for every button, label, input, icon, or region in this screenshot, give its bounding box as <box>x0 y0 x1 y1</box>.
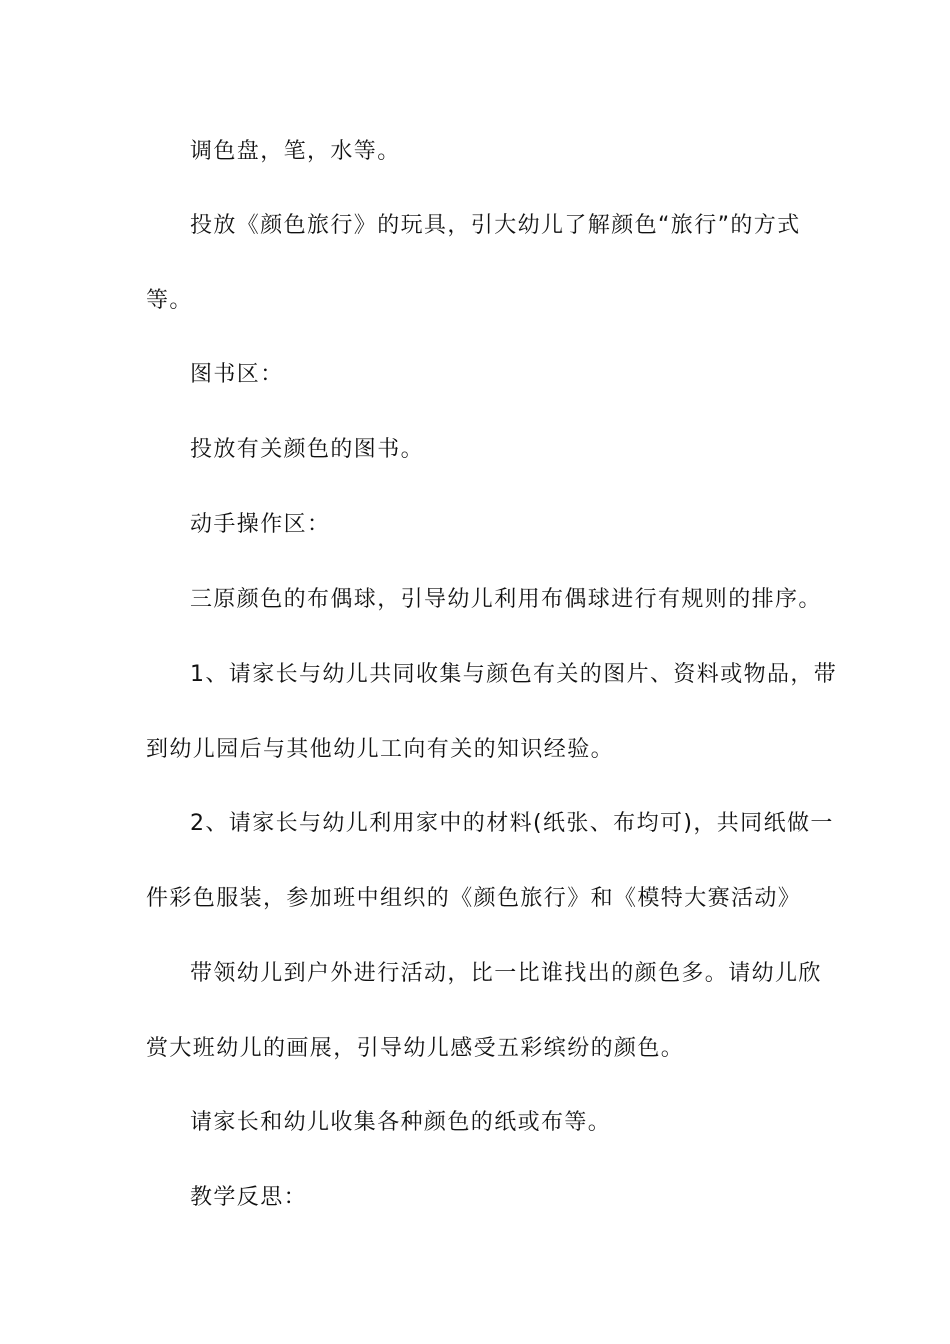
paragraph-materials: 调色盘，笔，水等。 <box>190 139 401 164</box>
paragraph-collect: 请家长和幼儿收集各种颜色的纸或布等。 <box>190 1110 612 1135</box>
heading-teaching-reflection: 教学反思： <box>190 1185 308 1210</box>
paragraph-puppet-balls: 三原颜色的布偶球，引导幼儿利用布偶球进行有规则的排序。 <box>190 587 822 612</box>
paragraph-toy-line-2: 等。 <box>146 288 193 313</box>
paragraph-outdoor-line-1: 带领幼儿到户外进行活动，比一比谁找出的颜色多。请幼儿欣 <box>190 961 822 986</box>
list-item-2-line-2: 件彩色服装，参加班中组织的《颜色旅行》和《模特大赛活动》 <box>146 886 802 911</box>
heading-book-area: 图书区： <box>190 362 284 387</box>
list-item-1-line-1: 1、请家长与幼儿共同收集与颜色有关的图片、资料或物品，带 <box>190 662 838 687</box>
paragraph-outdoor-line-2: 赏大班幼儿的画展，引导幼儿感受五彩缤纷的颜色。 <box>146 1036 685 1061</box>
heading-hands-on-area: 动手操作区： <box>190 512 331 537</box>
paragraph-toy-line-1: 投放《颜色旅行》的玩具，引大幼儿了解颜色“旅行”的方式 <box>190 213 801 238</box>
list-item-2-line-1: 2、请家长与幼儿利用家中的材料(纸张、布均可)，共同纸做一 <box>190 811 834 836</box>
paragraph-books: 投放有关颜色的图书。 <box>190 437 425 462</box>
list-item-1-line-2: 到幼儿园后与其他幼儿工向有关的知识经验。 <box>146 737 615 762</box>
